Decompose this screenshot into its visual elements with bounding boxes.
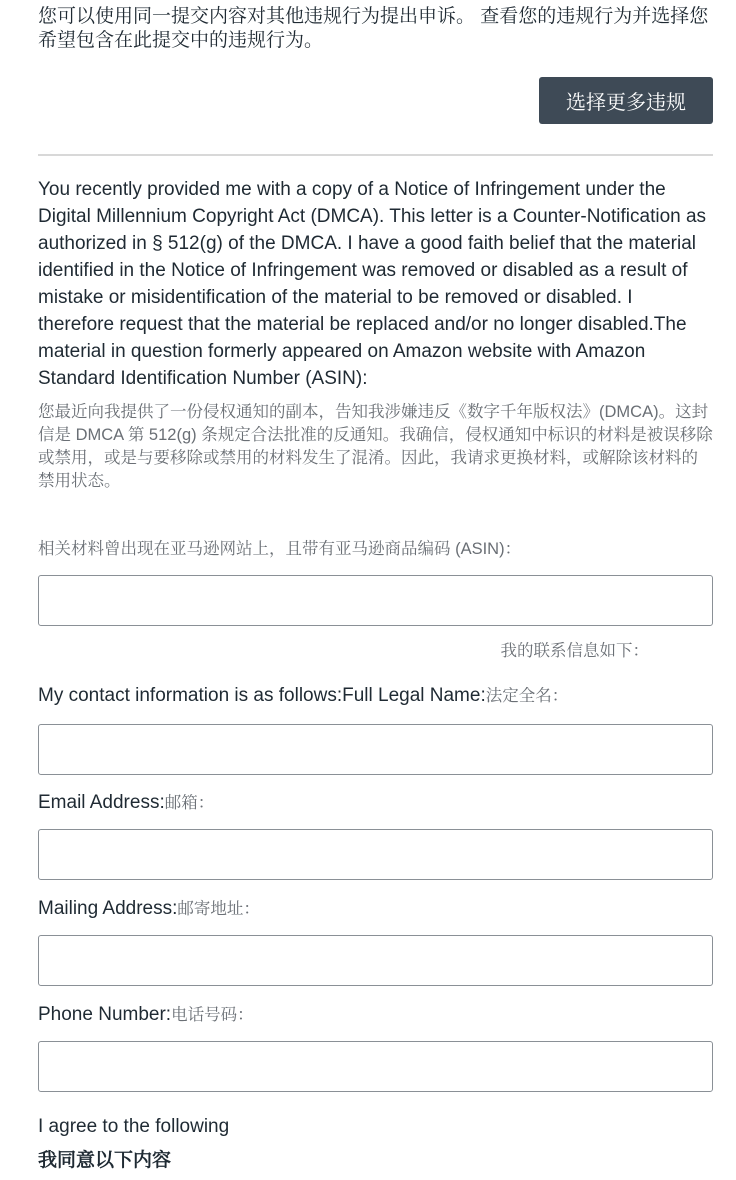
select-more-violations-button[interactable]: 选择更多违规 <box>539 77 713 124</box>
counter-notice-form <box>38 0 713 1173</box>
mailing-address-label <box>38 897 713 921</box>
phone-label-zh: 电话号码： <box>171 1006 254 1024</box>
select-more-row <box>38 77 713 124</box>
full-name-label <box>38 684 713 708</box>
intro-text: 您可以使用同一提交内容对其他违规行为提出申诉。 查看您的违规行为并选择您希望包含在此提交中的违规行为。 <box>38 6 709 51</box>
asin-input[interactable] <box>38 575 713 626</box>
phone-input[interactable] <box>38 1041 713 1092</box>
full-name-label-en: My contact information is as follows:Full Legal Name: <box>38 685 486 706</box>
mailing-address-input[interactable] <box>38 935 713 986</box>
asin-label: 相关材料曾出现在亚马逊网站上，且带有亚马逊商品编码 (ASIN)： <box>38 540 522 558</box>
full-name-input[interactable] <box>38 724 713 775</box>
contact-info-label-zh: 我的联系信息如下： <box>500 642 649 660</box>
section-divider <box>38 154 713 156</box>
email-label <box>38 791 713 815</box>
phone-label <box>38 1003 713 1027</box>
mailing-address-label-en: Mailing Address: <box>38 898 178 919</box>
phone-label-en: Phone Number: <box>38 1004 172 1025</box>
agree-text-en: I agree to the following <box>38 1116 230 1137</box>
agree-text-zh: 我同意以下内容 <box>38 1150 172 1171</box>
counter-notice-text-zh: 您最近向我提供了一份侵权通知的副本，告知我涉嫌违反《数字千年版权法》(DMCA)。这封信是 DMCA 第 512(g) 条规定合法批准的反通知。我确信，侵权通知中标识的材料是被误移除或禁用，或是与要移除或禁用的材料发生了混淆。因此，我请求更换材料，或解除该材料的禁用状态。 <box>38 403 713 490</box>
full-name-label-zh: 法定全名： <box>485 687 569 705</box>
email-label-en: Email Address: <box>38 792 165 813</box>
email-input[interactable] <box>38 829 713 880</box>
counter-notice-text-en: You recently provided me with a copy of a Notice of Infringement under the Digital Millennium Copyright Act (DMCA). This letter is a Counter-Notification as authorized in § 512(g) of the DMCA. I have a good faith belief that the material identified in the Notice of Infringement was removed or disabled as a result of mistake or misidentification of the material to be removed or disabled. I therefore request that the material be replaced and/or no longer disabled.The material in question formerly appeared on Amazon website with Amazon Standard Identification Number (ASIN): <box>38 179 707 389</box>
email-label-zh: 邮箱： <box>164 794 215 812</box>
mailing-address-label-zh: 邮寄地址： <box>177 900 260 918</box>
